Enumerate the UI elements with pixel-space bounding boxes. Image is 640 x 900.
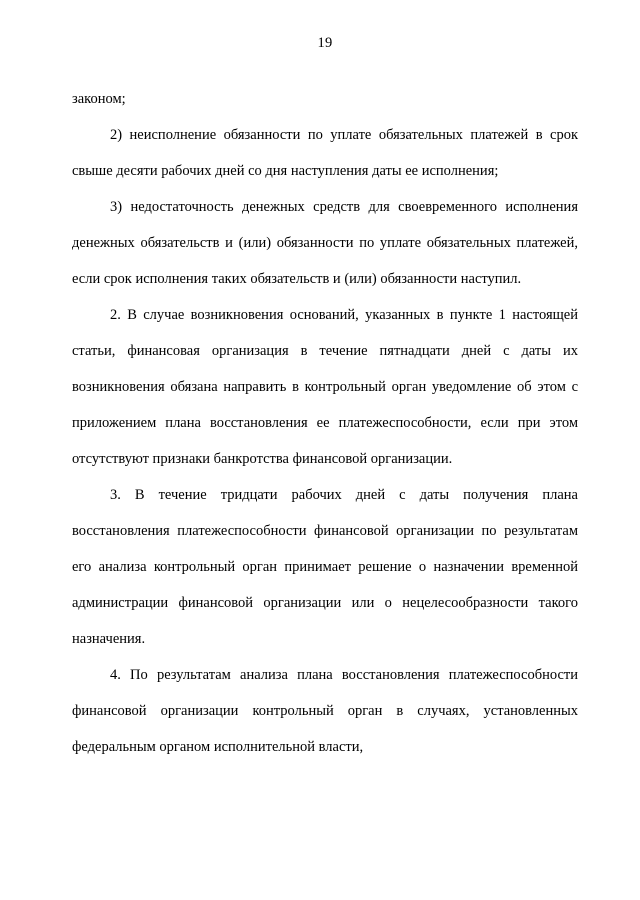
paragraph: 3. В течение тридцати рабочих дней с даты получения плана восстановления платежеспособности финансовой организации по результатам его анализа контрольный орган принимает решение о назначении временной администрации финансовой организации или о нецелесообразности такого назначения. — [72, 486, 578, 647]
paragraph: 2) неисполнение обязанности по уплате обязательных платежей в срок свыше десяти рабочих дней со дня наступления даты ее исполнения; — [72, 126, 578, 179]
paragraph: 2. В случае возникновения оснований, указанных в пункте 1 настоящей статьи, финансовая организация в течение пятнадцати дней с даты их возникновения обязана направить в контрольный орган уведомление об этом с приложением плана восстановления ее платежеспособности, если при этом отсутствуют признаки банкротства финансовой организации. — [72, 306, 578, 467]
page-number: 19 — [317, 35, 333, 51]
paragraph: 3) недостаточность денежных средств для своевременного исполнения денежных обязательств и (или) обязанности по уплате обязательных платежей, если срок исполнения таких обязательств и (или) обязанности наступил. — [72, 198, 578, 287]
paragraph: 4. По результатам анализа плана восстановления платежеспособности финансовой организации контрольный орган в случаях, установленных федеральным органом исполнительной власти, — [72, 666, 578, 755]
document-body — [72, 81, 578, 765]
paragraph: законом; — [72, 90, 126, 107]
